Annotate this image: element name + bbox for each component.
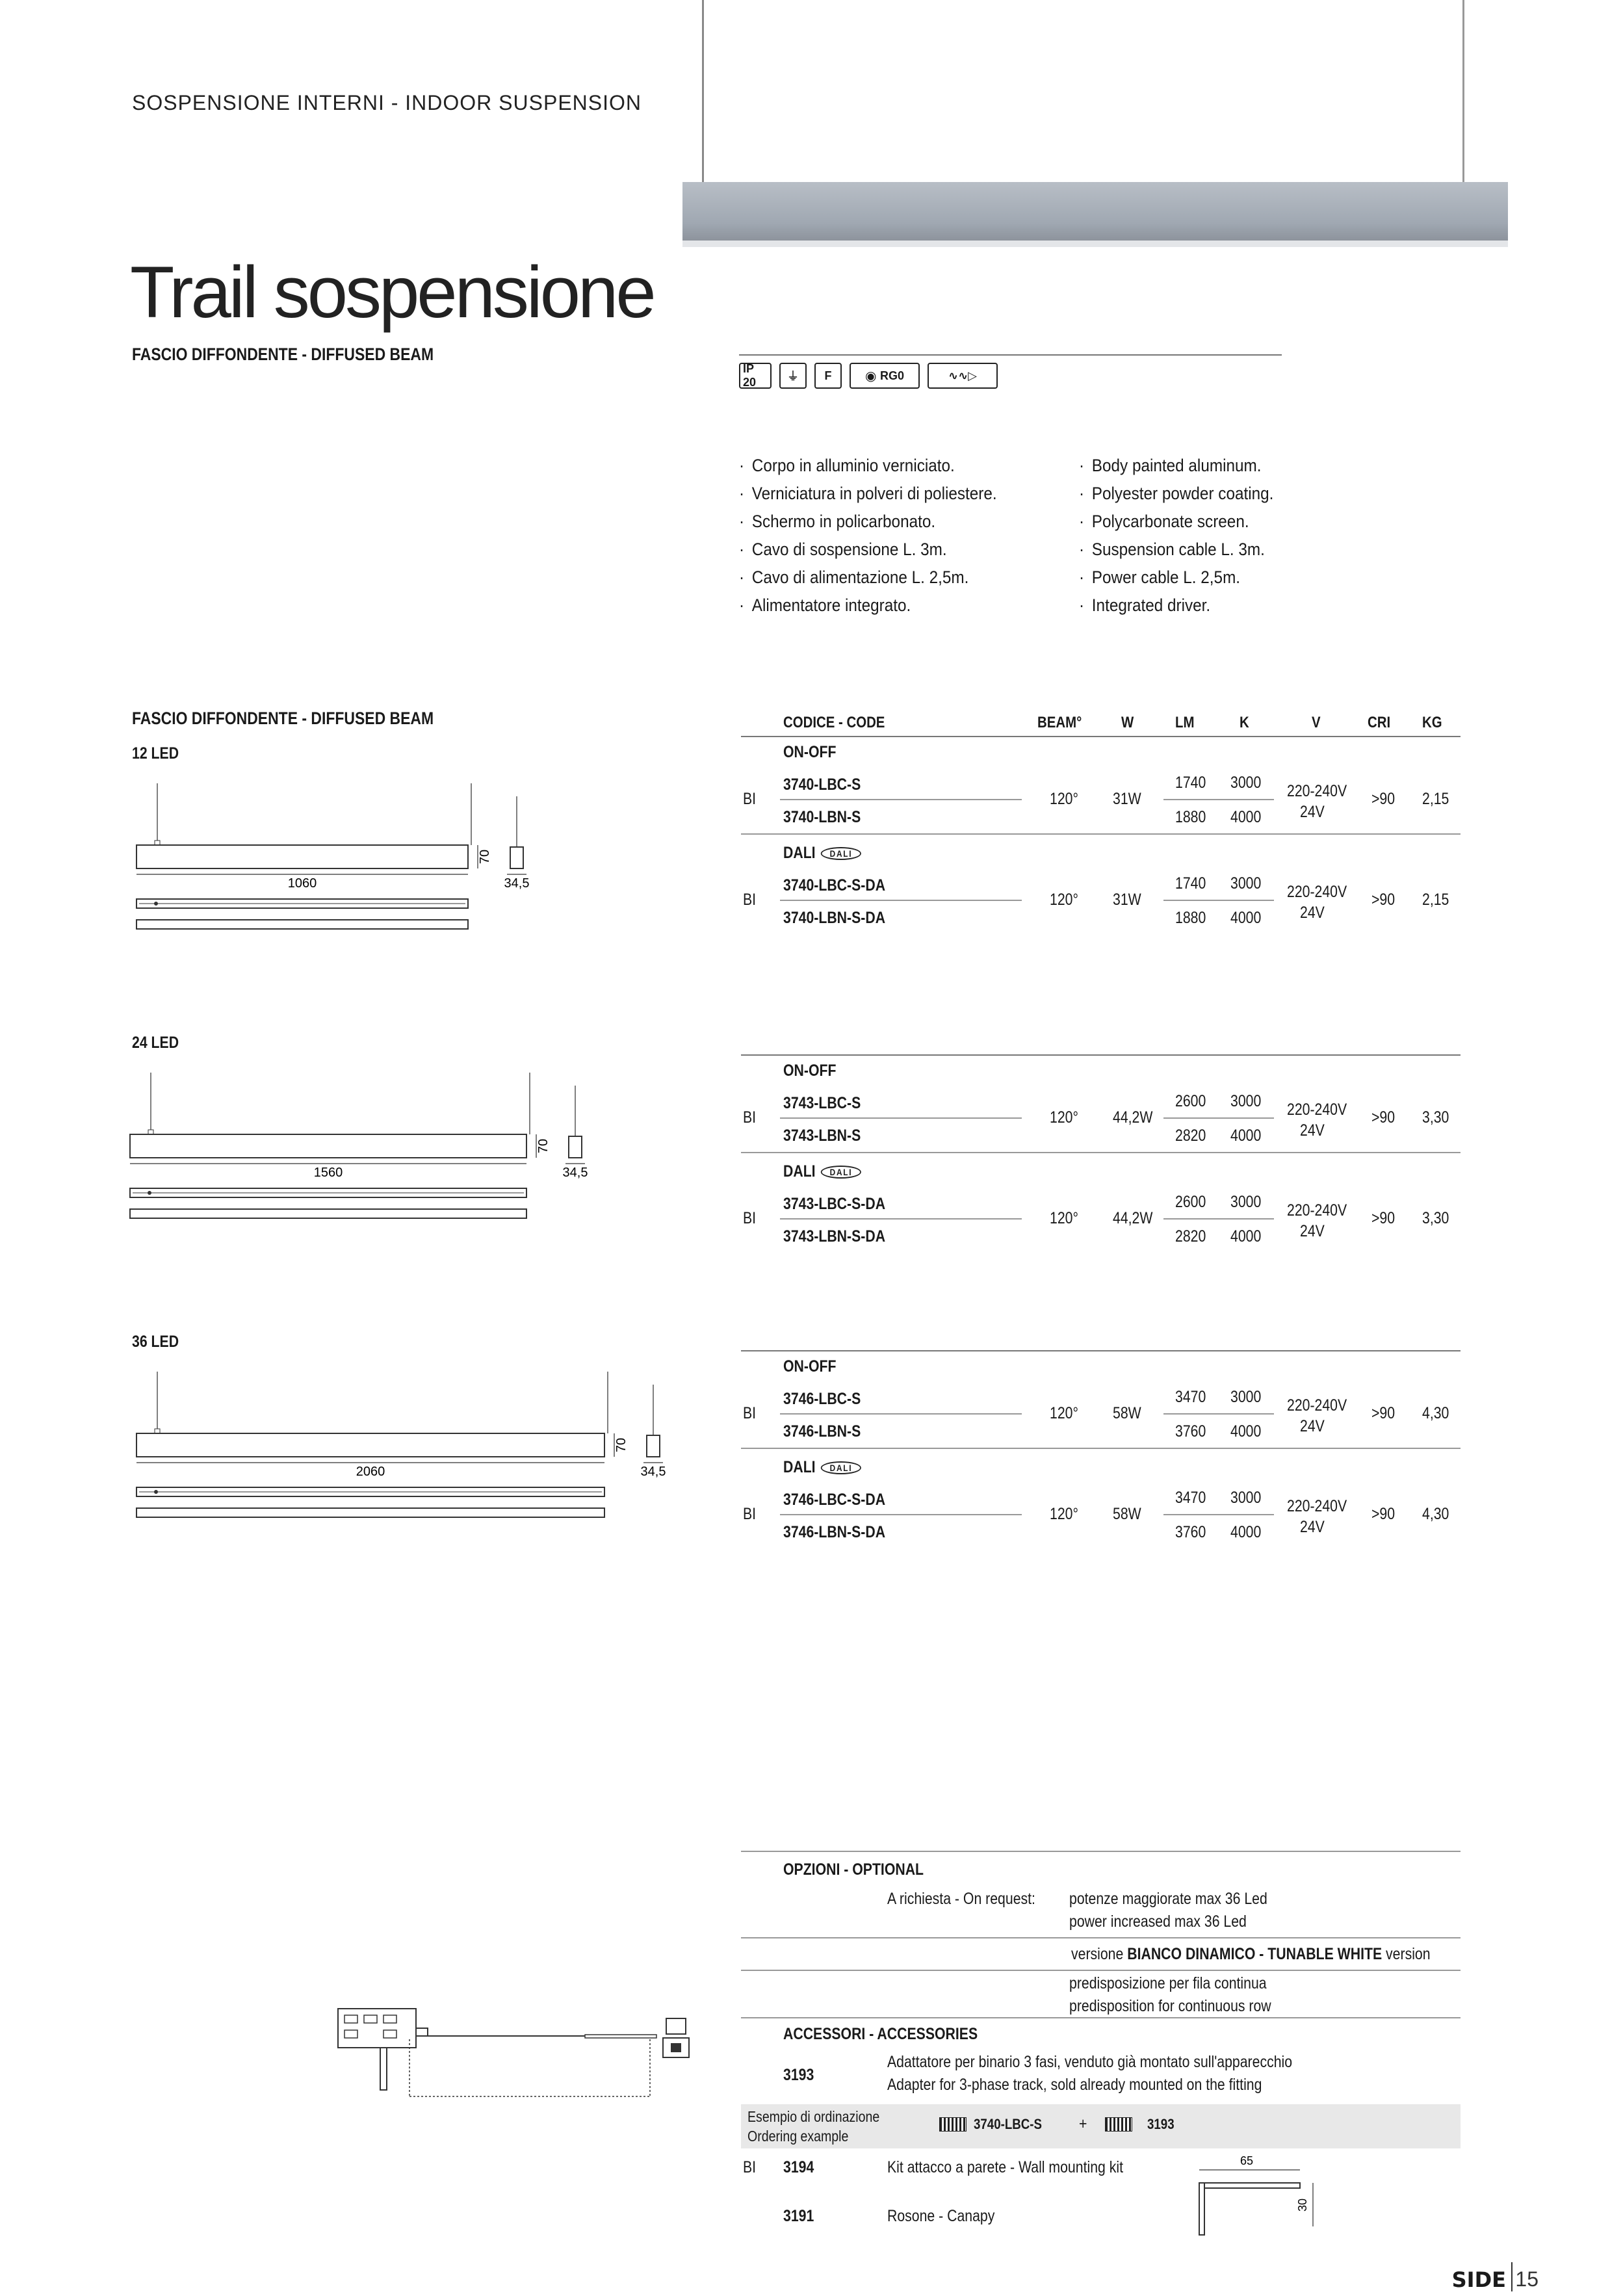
feature-item: · Verniciatura in polveri di poliestere.	[739, 480, 1102, 508]
dim-height: 70	[614, 1437, 629, 1453]
page-number: 15	[1515, 2267, 1539, 2291]
example-code1: 3740-LBC-S	[974, 2116, 1042, 2132]
block-type: ON-OFF	[783, 743, 837, 761]
watt-value: 31W	[1113, 790, 1141, 808]
dim-width: 34,5	[504, 876, 530, 891]
lamp-diffuser	[682, 241, 1508, 247]
block-type: DALI	[783, 844, 816, 862]
product-photo	[669, 0, 1514, 260]
rg0-eye-icon	[850, 363, 920, 389]
example-it: Esempio di ordinazione	[747, 2108, 880, 2125]
lumen-value: 1880	[1175, 909, 1206, 927]
lumen-value: 3470	[1175, 1489, 1206, 1507]
feature-item: · Corpo in alluminio verniciato.	[739, 452, 1102, 480]
product-code: 3743-LBC-S	[783, 1094, 861, 1112]
adapter-code: 3193	[783, 2066, 814, 2084]
color-code: BI	[743, 1108, 757, 1127]
product-code: 3743-LBC-S-DA	[783, 1195, 886, 1213]
product-code: 3746-LBN-S-DA	[783, 1523, 886, 1541]
block-type-label	[783, 1162, 861, 1181]
cri-value: >90	[1371, 1505, 1396, 1523]
row-en: predisposition for continuous row	[1069, 1997, 1271, 2015]
block-type: DALI	[783, 1458, 816, 1476]
block-type-label	[783, 743, 836, 762]
voltage-value: 24V	[1300, 904, 1325, 922]
kelvin-value: 3000	[1230, 1489, 1262, 1507]
block-type-label	[783, 1458, 861, 1477]
code-divider	[780, 1117, 1022, 1119]
dali-badge-icon: DALI	[821, 1166, 861, 1179]
kelvin-value: 3000	[1230, 1193, 1262, 1211]
optional-rule	[741, 1851, 1461, 1852]
certification-icons	[739, 363, 998, 389]
kelvin-value: 4000	[1230, 909, 1262, 927]
beam-value: 120°	[1050, 1108, 1078, 1127]
page-subtitle: FASCIO DIFFONDENTE - DIFFUSED BEAM	[132, 345, 434, 364]
watt-value: 44,2W	[1113, 1209, 1153, 1227]
eye-icon: ◉	[864, 369, 880, 384]
voltage-value: 24V	[1300, 1222, 1325, 1240]
beam-value: 120°	[1050, 891, 1078, 909]
block-type-label	[783, 1357, 836, 1376]
ordering-example	[741, 2104, 1461, 2148]
kelvin-value: 4000	[1230, 1422, 1262, 1441]
lumen-value: 3470	[1175, 1388, 1206, 1406]
on-request-it: potenze maggiorate max 36 Led	[1069, 1890, 1267, 1908]
watt-value: 58W	[1113, 1404, 1141, 1422]
feature-item: · Integrated driver.	[1079, 592, 1371, 620]
feature-item: · Body painted aluminum.	[1079, 452, 1371, 480]
kelvin-value: 3000	[1230, 1388, 1262, 1406]
voltage-value: 24V	[1300, 803, 1325, 821]
section-header: SOSPENSIONE INTERNI - INDOOR SUSPENSION	[132, 91, 642, 114]
kg-value: 2,15	[1422, 790, 1449, 808]
table-block	[0, 1043, 1623, 1144]
icons-top-rule	[739, 354, 1282, 356]
footer-divider	[1511, 2262, 1513, 2291]
kg-value: 4,30	[1422, 1404, 1449, 1422]
lumen-value: 3760	[1175, 1523, 1206, 1541]
tunable-white	[1071, 1945, 1431, 1964]
beam-value: 120°	[1050, 790, 1078, 808]
lumen-value: 1740	[1175, 874, 1206, 893]
kelvin-value: 3000	[1230, 774, 1262, 792]
wall-desc: Kit attacco a parete - Wall mounting kit	[887, 2158, 1123, 2176]
table-block	[0, 1144, 1623, 1245]
code-divider	[780, 1218, 1022, 1220]
wall-color: BI	[743, 2158, 757, 2176]
code-divider	[780, 900, 1022, 901]
product-code: 3746-LBC-S-DA	[783, 1491, 886, 1509]
kg-value: 3,30	[1422, 1108, 1449, 1127]
lm-divider	[1163, 1218, 1274, 1220]
cri-value: >90	[1371, 1108, 1396, 1127]
features-list-en	[1079, 452, 1371, 620]
example-plus: +	[1079, 2115, 1087, 2133]
col-cri: CRI	[1368, 714, 1391, 731]
color-code: BI	[743, 1209, 757, 1227]
wall-dim-h: 30	[1296, 2198, 1309, 2212]
color-code: BI	[743, 1505, 757, 1523]
brand-logo: SIDE	[1451, 2267, 1506, 2292]
table-block	[0, 1339, 1623, 1440]
voltage-value: 24V	[1300, 1518, 1325, 1536]
optional-title: OPZIONI - OPTIONAL	[783, 1860, 924, 1879]
dim-width: 34,5	[640, 1465, 666, 1479]
feature-item: · Polyester powder coating.	[1079, 480, 1371, 508]
tunable-bold: BIANCO DINAMICO - TUNABLE WHITE	[1127, 1945, 1383, 1963]
watt-value: 44,2W	[1113, 1108, 1153, 1127]
dali-badge-icon: DALI	[821, 1461, 861, 1474]
product-code: 3743-LBN-S	[783, 1127, 861, 1145]
rg0-label: RG0	[880, 369, 905, 382]
led-count-label: 12 LED	[132, 744, 179, 763]
color-code: BI	[743, 891, 757, 909]
dim-height: 70	[478, 849, 492, 865]
wall-code: 3194	[783, 2158, 814, 2176]
col-w: W	[1121, 714, 1134, 731]
feature-item: · Cavo di alimentazione L. 2,5m.	[739, 564, 1102, 592]
col-code: CODICE - CODE	[783, 714, 885, 731]
feature-item: · Power cable L. 2,5m.	[1079, 564, 1371, 592]
color-code: BI	[743, 790, 757, 808]
cri-value: >90	[1371, 790, 1396, 808]
product-code: 3743-LBN-S-DA	[783, 1227, 886, 1246]
example-code2: 3193	[1147, 2116, 1175, 2132]
tunable-pre: versione	[1071, 1945, 1124, 1963]
block-type: DALI	[783, 1162, 816, 1181]
led-count-label: 24 LED	[132, 1034, 179, 1052]
adapter-desc-en: Adapter for 3-phase track, sold already mounted on the fitting	[887, 2076, 1262, 2094]
wall-kit-drawing	[1183, 2145, 1326, 2243]
voltage-value: 220-240V	[1287, 1497, 1347, 1515]
canopy-desc: Rosone - Canapy	[887, 2207, 995, 2225]
block-type-label	[783, 1062, 836, 1080]
code-divider	[780, 1514, 1022, 1515]
lumen-value: 3760	[1175, 1422, 1206, 1441]
voltage-value: 24V	[1300, 1121, 1325, 1140]
example-en: Ordering example	[747, 2128, 849, 2145]
lumen-value: 1740	[1175, 774, 1206, 792]
dali-badge-icon: DALI	[821, 847, 861, 860]
col-v: V	[1312, 714, 1321, 731]
page-title: Trail sospensione	[130, 252, 654, 333]
optional-row-rule	[741, 1937, 1461, 1938]
on-request-en: power increased max 36 Led	[1069, 1912, 1247, 1931]
accessories-rule	[741, 2017, 1461, 2018]
kg-value: 3,30	[1422, 1209, 1449, 1227]
voltage-value: 24V	[1300, 1417, 1325, 1435]
ip20-icon: IP 20	[739, 363, 772, 389]
barcode-icon	[1105, 2117, 1132, 2132]
cri-value: >90	[1371, 1404, 1396, 1422]
block-type: ON-OFF	[783, 1357, 837, 1376]
kelvin-value: 3000	[1230, 1092, 1262, 1110]
suspension-cable-right	[1462, 0, 1464, 182]
kelvin-value: 4000	[1230, 1227, 1262, 1246]
optional-row-rule	[741, 1970, 1461, 1971]
lm-divider	[1163, 1514, 1274, 1515]
feature-item: · Polycarbonate screen.	[1079, 508, 1371, 536]
beam-value: 120°	[1050, 1505, 1078, 1523]
kelvin-value: 4000	[1230, 1523, 1262, 1541]
lm-divider	[1163, 1117, 1274, 1119]
adapter-desc-it: Adattatore per binario 3 fasi, venduto già montato sull'apparecchio	[887, 2053, 1293, 2071]
product-code: 3740-LBN-S-DA	[783, 909, 886, 927]
dim-length: 2060	[356, 1465, 385, 1479]
col-lm: LM	[1175, 714, 1195, 731]
lm-divider	[1163, 799, 1274, 800]
lumen-value: 2600	[1175, 1193, 1206, 1211]
watt-value: 31W	[1113, 891, 1141, 909]
col-k: K	[1240, 714, 1249, 731]
tunable-post: version	[1386, 1945, 1431, 1963]
lumen-value: 2820	[1175, 1127, 1206, 1145]
accessories-title: ACCESSORI - ACCESSORIES	[783, 2025, 978, 2043]
lamp-body	[682, 182, 1508, 241]
product-code: 3746-LBN-S	[783, 1422, 861, 1441]
product-code: 3740-LBC-S-DA	[783, 876, 886, 894]
feature-item: · Schermo in policarbonato.	[739, 508, 1102, 536]
dim-length: 1060	[287, 876, 317, 891]
kg-value: 4,30	[1422, 1505, 1449, 1523]
led-count-label: 36 LED	[132, 1333, 179, 1351]
cri-value: >90	[1371, 891, 1396, 909]
lumen-value: 1880	[1175, 808, 1206, 826]
table-block	[0, 826, 1623, 926]
code-divider	[780, 799, 1022, 800]
kg-value: 2,15	[1422, 891, 1449, 909]
feature-item: · Cavo di sospensione L. 3m.	[739, 536, 1102, 564]
lm-divider	[1163, 1413, 1274, 1415]
lumen-value: 2600	[1175, 1092, 1206, 1110]
product-code: 3740-LBN-S	[783, 808, 861, 826]
feature-item: · Alimentatore integrato.	[739, 592, 1102, 620]
product-code: 3740-LBC-S	[783, 776, 861, 794]
lumen-value: 2820	[1175, 1227, 1206, 1246]
feature-item: · Suspension cable L. 3m.	[1079, 536, 1371, 564]
dim-height: 70	[536, 1138, 551, 1154]
barcode-icon	[939, 2117, 967, 2132]
table-block	[0, 1437, 1623, 1541]
block-type-label	[783, 844, 861, 863]
dim-width: 34,5	[562, 1166, 588, 1180]
block-type: ON-OFF	[783, 1062, 837, 1080]
voltage-value: 220-240V	[1287, 1101, 1347, 1119]
kelvin-value: 3000	[1230, 874, 1262, 893]
cri-value: >90	[1371, 1209, 1396, 1227]
dim-length: 1560	[313, 1166, 343, 1180]
color-code: BI	[743, 1404, 757, 1422]
wall-dim-w: 65	[1240, 2154, 1254, 2167]
features-list-it	[739, 452, 1102, 620]
f-mark-icon: F	[814, 363, 842, 389]
dimmable-icon: ∿∿▷	[928, 363, 998, 389]
watt-value: 58W	[1113, 1505, 1141, 1523]
product-code: 3746-LBC-S	[783, 1390, 861, 1408]
ground-icon: ⏚	[779, 363, 807, 389]
col-kg: KG	[1422, 714, 1442, 731]
voltage-value: 220-240V	[1287, 1396, 1347, 1415]
voltage-value: 220-240V	[1287, 883, 1347, 901]
row-it: predisposizione per fila continua	[1069, 1974, 1267, 1992]
suspension-cable-left	[702, 0, 704, 182]
canopy-code: 3191	[783, 2207, 814, 2225]
lm-divider	[1163, 900, 1274, 901]
beam-value: 120°	[1050, 1404, 1078, 1422]
kelvin-value: 4000	[1230, 1127, 1262, 1145]
table-block	[0, 725, 1623, 826]
track-adapter-drawing	[331, 1999, 708, 2122]
voltage-value: 220-240V	[1287, 782, 1347, 800]
voltage-value: 220-240V	[1287, 1201, 1347, 1220]
beam-title: FASCIO DIFFONDENTE - DIFFUSED BEAM	[132, 709, 434, 728]
beam-value: 120°	[1050, 1209, 1078, 1227]
kelvin-value: 4000	[1230, 808, 1262, 826]
code-divider	[780, 1413, 1022, 1415]
on-request-label: A richiesta - On request:	[887, 1890, 1035, 1908]
col-beam: BEAM°	[1037, 714, 1082, 731]
